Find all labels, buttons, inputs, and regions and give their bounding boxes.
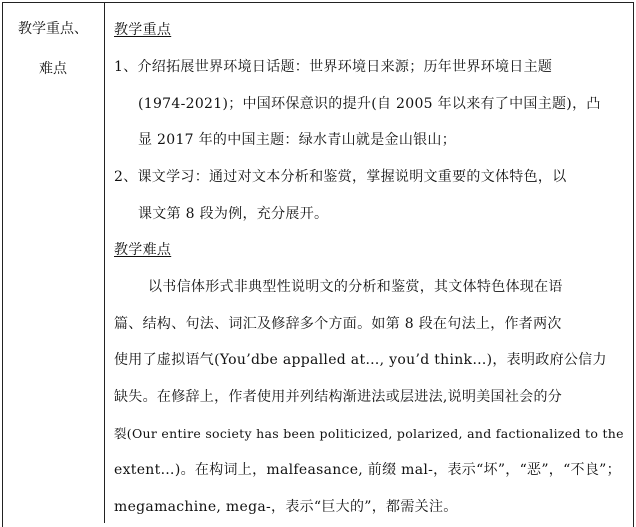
difficult-point-line: megamachine, mega-，表示“巨大的”，都需关注。 [114, 499, 458, 515]
key-point-line: (1974-2021)；中国环保意识的提升(自 2005 年以来有了中国主题)，凸 [138, 96, 601, 112]
difficult-point-line: 缺失。在修辞上，作者使用并列结构渐进法或层进法,说明美国社会的分 [114, 389, 563, 405]
difficult-point-line: extent…)。在构词上，malfeasance, 前缀 mal-，表示“坏”，“恶”，“不良”； [114, 462, 621, 478]
row-header-line-2: 难点 [39, 61, 67, 77]
key-point-line: 显 2017 年的中国主题：绿水青山就是金山银山； [138, 132, 457, 148]
lesson-plan-table [2, 2, 634, 527]
difficult-point-line: 裂(Our entire society has been politicized, polarized, and factionalized to the [114, 426, 624, 441]
difficult-point-line: 以书信体形式非典型性说明文的分析和鉴赏，其文体特色体现在语 [148, 279, 563, 295]
key-point-line: 1、介绍拓展世界环境日话题：世界环境日来源；历年世界环境日主题 [114, 59, 553, 75]
column-divider [104, 2, 105, 523]
difficult-point-line: 使用了虚拟语气(You’dbe appalled at…, you’d think…)，表明政府公信力 [114, 352, 607, 368]
key-points-heading: 教学重点 [114, 22, 172, 38]
key-point-line: 2、课文学习：通过对文本分析和鉴赏，掌握说明文重要的文体特色，以 [114, 169, 567, 185]
row-header-line-1: 教学重点、 [18, 21, 88, 37]
key-point-line: 课文第 8 段为例，充分展开。 [138, 206, 329, 222]
difficult-points-heading: 教学难点 [114, 242, 172, 258]
difficult-point-line: 篇、结构、句法、词汇及修辞多个方面。如第 8 段在句法上，作者两次 [114, 316, 562, 332]
